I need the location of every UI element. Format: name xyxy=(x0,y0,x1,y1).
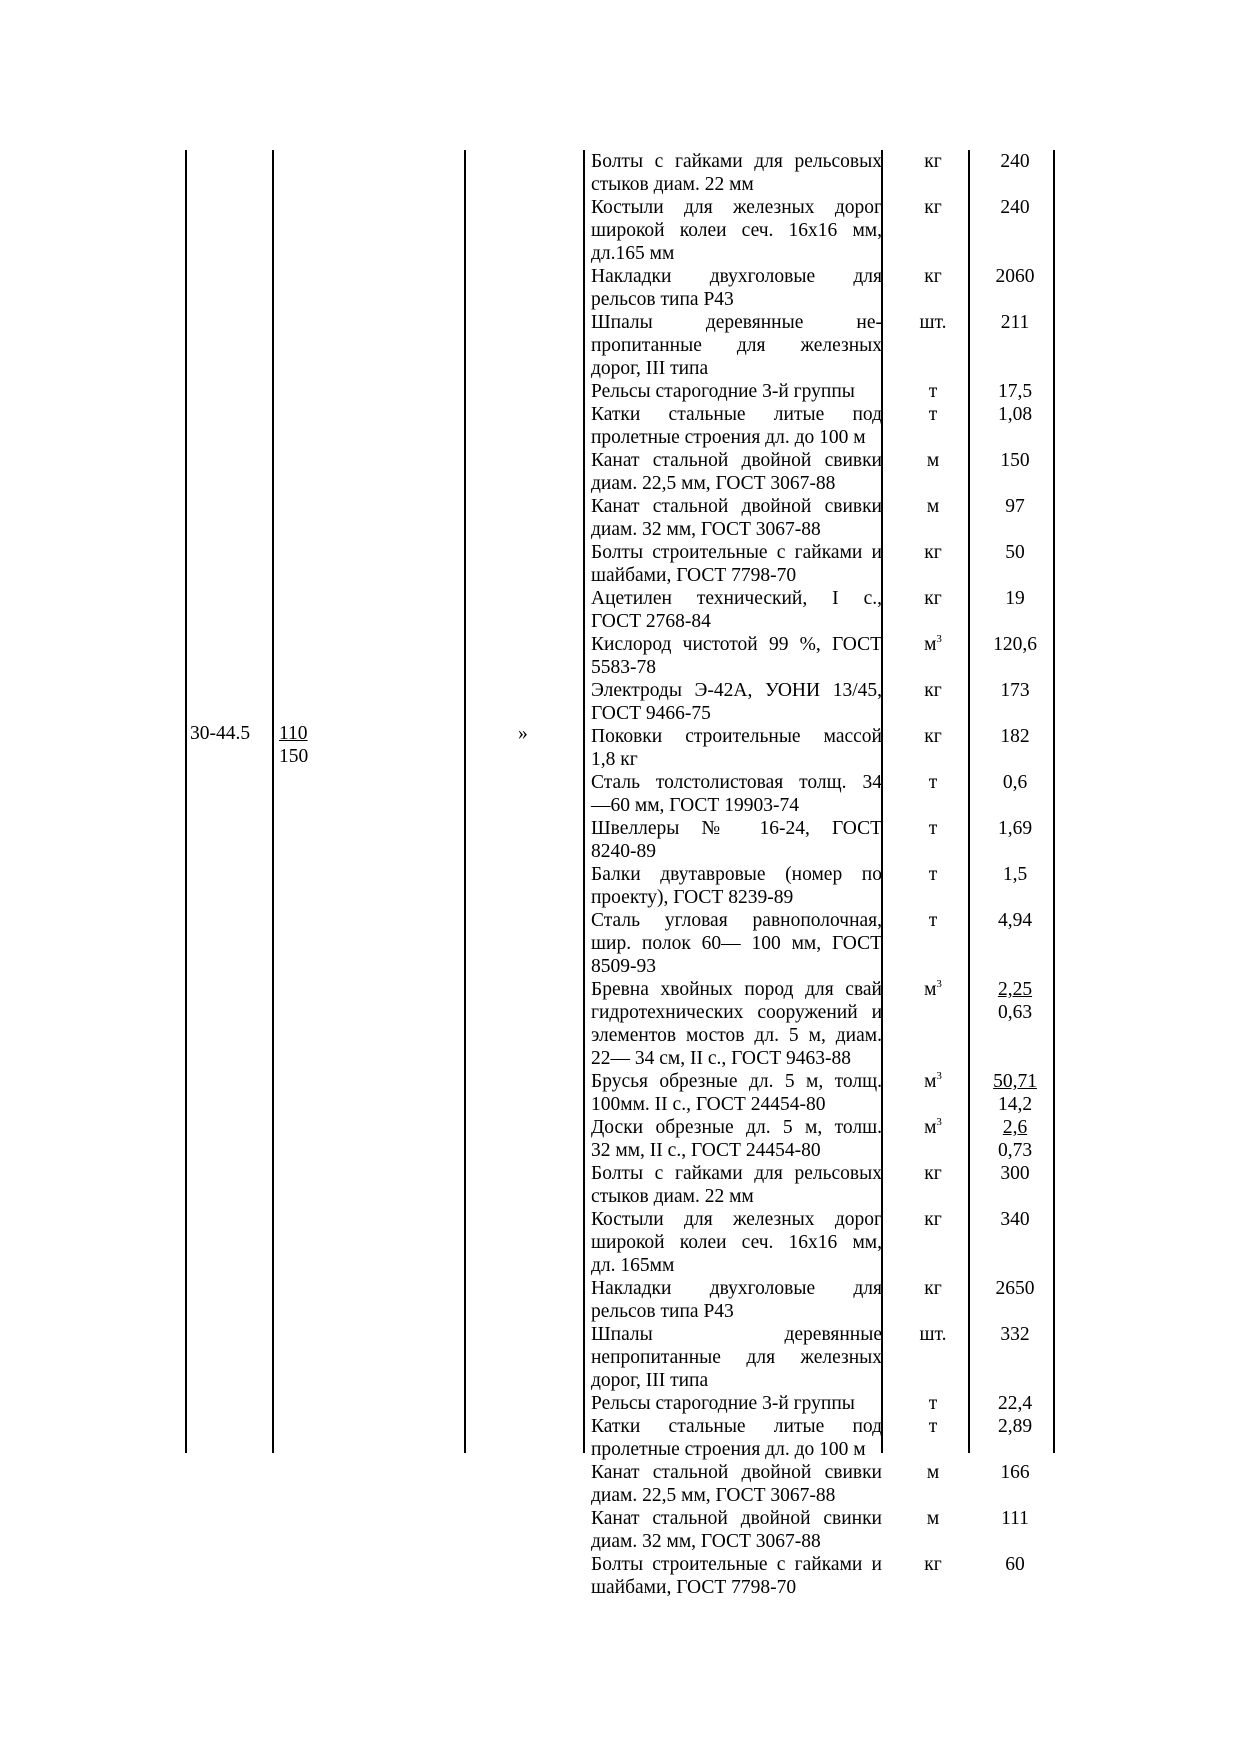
description-line: рельсов типа Р43 xyxy=(591,1301,734,1322)
description-line: шайбами, ГОСТ 7798-70 xyxy=(591,1577,797,1598)
unit-cell xyxy=(893,1553,973,1576)
quantity-value: 120,6 xyxy=(993,634,1037,655)
material-description xyxy=(591,1392,882,1415)
quantity-value: 340 xyxy=(1000,1209,1030,1230)
material-description xyxy=(591,449,882,495)
description-line: пролетные строения дл. до 100 м xyxy=(591,427,866,448)
quantity-cell xyxy=(972,541,1058,564)
description-line: широкой колеи сеч. 16х16 мм, xyxy=(591,220,882,241)
unit-label: м xyxy=(926,450,940,471)
quantity-value: 173 xyxy=(1000,680,1030,701)
description-line: стыков диам. 22 мм xyxy=(591,1186,754,1207)
unit-cell xyxy=(893,909,973,932)
unit-label: м xyxy=(924,1117,937,1138)
material-description xyxy=(591,541,882,587)
quantity-cell xyxy=(972,1070,1058,1116)
description-line: Сталь угловая равнополочная, xyxy=(591,910,882,931)
unit-cell xyxy=(893,725,973,748)
unit-label: т xyxy=(928,772,938,793)
description-line: 100мм. II с., ГОСТ 24454-80 xyxy=(591,1094,826,1115)
quantity-value: 0,6 xyxy=(1002,772,1028,793)
quantity-cell xyxy=(972,311,1058,334)
quantity-cell xyxy=(972,863,1058,886)
norm-code: 30-44.5 xyxy=(190,723,251,744)
quantity-cell xyxy=(972,196,1058,219)
description-line: Электроды Э-42А, УОНИ 13/45, xyxy=(591,680,882,701)
description-line: Бревна хвойных пород для свай xyxy=(591,979,882,1000)
quantity-value: 60 xyxy=(1005,1554,1025,1575)
material-description xyxy=(591,1208,882,1277)
quantity-value: 17,5 xyxy=(997,381,1033,402)
unit-label: м xyxy=(926,496,940,517)
quantity-cell xyxy=(972,633,1058,656)
unit-superscript: 3 xyxy=(936,1116,942,1128)
unit-label: т xyxy=(928,818,938,839)
unit-cell xyxy=(893,1277,973,1300)
unit-label: кг xyxy=(924,680,942,701)
description-line: Катки стальные литые под xyxy=(591,1416,882,1437)
unit-cell xyxy=(893,1208,973,1231)
quantity-value: 211 xyxy=(1000,312,1030,333)
description-line: 5583-78 xyxy=(591,657,656,678)
quantity-value: 1,69 xyxy=(997,818,1033,839)
quantity-cell xyxy=(972,449,1058,472)
description-line: Рельсы старогодние 3-й группы xyxy=(591,381,855,402)
description-line: Брусья обрезные дл. 5 м, толщ. xyxy=(591,1071,882,1092)
quantity-cell xyxy=(972,1162,1058,1185)
description-line: Рельсы старогодние 3-й группы xyxy=(591,1393,855,1414)
unit-superscript: 3 xyxy=(936,1070,942,1082)
unit-label: кг xyxy=(924,726,942,747)
material-description xyxy=(591,495,882,541)
description-line: Костыли для железных дорог xyxy=(591,197,882,218)
quantity-cell xyxy=(972,1461,1058,1484)
material-description xyxy=(591,265,882,311)
description-line: ГОСТ 9466-75 xyxy=(591,703,711,724)
description-line: непропитанные для железных xyxy=(591,1347,882,1368)
description-line: —60 мм, ГОСТ 19903-74 xyxy=(591,795,799,816)
description-line: Костыли для железных дорог xyxy=(591,1209,882,1230)
unit-superscript: 3 xyxy=(936,978,942,990)
description-line: Швеллеры № 16-24, ГОСТ xyxy=(591,818,882,839)
material-description xyxy=(591,196,882,265)
unit-label: т xyxy=(928,1393,938,1414)
unit-label: т xyxy=(928,404,938,425)
unit-label: кг xyxy=(924,1278,942,1299)
material-description xyxy=(591,725,882,771)
unit-cell xyxy=(893,1070,973,1093)
quantity-value: 150 xyxy=(1000,450,1030,471)
material-description xyxy=(591,1277,882,1323)
description-line: пропитанные для железных xyxy=(591,335,882,356)
material-description xyxy=(591,1415,882,1461)
unit-cell xyxy=(893,817,973,840)
quantity-denominator: 14,2 xyxy=(997,1094,1033,1115)
unit-label: м xyxy=(926,1508,940,1529)
unit-label: кг xyxy=(924,151,942,172)
unit-cell xyxy=(893,587,973,610)
quantity-cell xyxy=(972,495,1058,518)
unit-cell xyxy=(893,265,973,288)
quantity-value: 2060 xyxy=(995,266,1035,287)
material-description xyxy=(591,1116,882,1162)
quantity-cell xyxy=(972,1415,1058,1438)
description-line: Болты строительные с гайками и xyxy=(591,542,882,563)
unit-label: т xyxy=(928,381,938,402)
unit-label: кг xyxy=(924,542,942,563)
description-line: Болты с гайками для рельсовых xyxy=(591,1163,882,1184)
material-description xyxy=(591,150,882,196)
description-line: Балки двутавровые (номер по xyxy=(591,864,882,885)
quantity-cell xyxy=(972,1116,1058,1162)
material-description xyxy=(591,1162,882,1208)
description-line: Доски обрезные дл. 5 м, толш. xyxy=(591,1117,882,1138)
quantity-numerator: 2,6 xyxy=(1002,1117,1028,1138)
quantity-value: 240 xyxy=(1000,197,1030,218)
description-line: дорог, III типа xyxy=(591,358,709,379)
material-description xyxy=(591,311,882,380)
quantity-value: 166 xyxy=(1000,1462,1030,1483)
unit-label: кг xyxy=(924,197,942,218)
description-line: шайбами, ГОСТ 7798-70 xyxy=(591,565,797,586)
unit-label: т xyxy=(928,864,938,885)
material-description xyxy=(591,1323,882,1392)
unit-cell xyxy=(893,403,973,426)
description-line: пролетные строения дл. до 100 м xyxy=(591,1439,866,1460)
quantity-denominator: 0,63 xyxy=(997,1002,1033,1023)
quantity-cell xyxy=(972,1507,1058,1530)
description-line: Накладки двухголовые для xyxy=(591,266,882,287)
fraction-denominator: 150 xyxy=(279,746,309,767)
quantity-cell xyxy=(972,587,1058,610)
description-line: стыков диам. 22 мм xyxy=(591,174,754,195)
quantity-numerator: 2,25 xyxy=(997,979,1033,1000)
unit-label: т xyxy=(928,910,938,931)
unit-cell xyxy=(893,1415,973,1438)
unit-cell xyxy=(893,633,973,656)
description-line: 8509-93 xyxy=(591,956,656,977)
unit-cell xyxy=(893,863,973,886)
quantity-cell xyxy=(972,403,1058,426)
quantity-cell xyxy=(972,817,1058,840)
description-line: диам. 22,5 мм, ГОСТ 3067-88 xyxy=(591,1485,836,1506)
quantity-value: 182 xyxy=(1000,726,1030,747)
description-line: Шпалы деревянные не- xyxy=(591,312,882,333)
unit-label: кг xyxy=(924,588,942,609)
description-line: Кислород чистотой 99 %, ГОСТ xyxy=(591,634,882,655)
quantity-value: 111 xyxy=(1001,1508,1029,1529)
quantity-cell xyxy=(972,978,1058,1024)
table-rule-2 xyxy=(272,150,274,1453)
unit-cell xyxy=(893,1323,973,1346)
quantity-cell xyxy=(972,1208,1058,1231)
material-description xyxy=(591,1461,882,1507)
unit-label: м xyxy=(924,979,937,1000)
material-description xyxy=(591,1553,882,1599)
table-rule-4 xyxy=(583,150,585,1453)
material-description xyxy=(591,403,882,449)
description-line: Ацетилен технический, I с., xyxy=(591,588,882,609)
table-rule-7 xyxy=(1053,150,1055,1453)
description-line: Болты строительные с гайками и xyxy=(591,1554,882,1575)
quantity-value: 22,4 xyxy=(997,1393,1033,1414)
quantity-value: 332 xyxy=(1000,1324,1030,1345)
description-line: Канат стальной двойной свинки xyxy=(591,1508,882,1529)
unit-cell xyxy=(893,495,973,518)
quantity-value: 4,94 xyxy=(997,910,1033,931)
description-line: диам. 32 мм, ГОСТ 3067-88 xyxy=(591,519,821,540)
description-line: Канат стальной двойной свивки xyxy=(591,496,882,517)
material-description xyxy=(591,633,882,679)
description-line: Шпалы деревянные xyxy=(591,1324,882,1345)
description-line: проекту), ГОСТ 8239-89 xyxy=(591,887,794,908)
material-description xyxy=(591,771,882,817)
unit-label: т xyxy=(928,1416,938,1437)
description-line: элементов мостов дл. 5 м, диам. xyxy=(591,1025,882,1046)
quantity-cell xyxy=(972,909,1058,932)
unit-label: кг xyxy=(924,1554,942,1575)
unit-label: м xyxy=(924,634,937,655)
material-description xyxy=(591,380,882,403)
unit-cell xyxy=(893,1392,973,1415)
quantity-cell xyxy=(972,679,1058,702)
quantity-value: 2,89 xyxy=(997,1416,1033,1437)
quantity-cell xyxy=(972,1277,1058,1300)
description-line: диам. 32 мм, ГОСТ 3067-88 xyxy=(591,1531,821,1552)
quantity-value: 2650 xyxy=(995,1278,1035,1299)
unit-cell xyxy=(893,1461,973,1484)
description-line: Канат стальной двойной свивки xyxy=(591,1462,882,1483)
quantity-cell xyxy=(972,150,1058,173)
description-line: шир. полок 60— 100 мм, ГОСТ xyxy=(591,933,882,954)
description-line: диам. 22,5 мм, ГОСТ 3067-88 xyxy=(591,473,836,494)
unit-label: кг xyxy=(924,1209,942,1230)
unit-label: кг xyxy=(924,1163,942,1184)
quantity-cell xyxy=(972,265,1058,288)
material-description xyxy=(591,909,882,978)
unit-label: кг xyxy=(924,266,942,287)
material-description xyxy=(591,978,882,1070)
description-line: Поковки строительные массой xyxy=(591,726,882,747)
unit-label: шт. xyxy=(919,1324,947,1345)
unit-superscript: 3 xyxy=(936,633,942,645)
unit-cell xyxy=(893,311,973,334)
unit-label: м xyxy=(926,1462,940,1483)
unit-cell xyxy=(893,1162,973,1185)
quantity-value: 240 xyxy=(1000,151,1030,172)
quantity-value: 19 xyxy=(1005,588,1025,609)
quantity-cell xyxy=(972,380,1058,403)
material-description xyxy=(591,1070,882,1116)
unit-cell xyxy=(893,1507,973,1530)
table-rule-6 xyxy=(968,150,970,1453)
description-line: 8240-89 xyxy=(591,841,656,862)
material-description xyxy=(591,587,882,633)
unit-cell xyxy=(893,679,973,702)
quantity-numerator: 50,71 xyxy=(993,1071,1037,1092)
unit-label: шт. xyxy=(919,312,947,333)
quantity-value: 97 xyxy=(1005,496,1025,517)
unit-cell xyxy=(893,196,973,219)
description-line: ГОСТ 2768-84 xyxy=(591,611,711,632)
unit-cell xyxy=(893,449,973,472)
description-line: Канат стальной двойной свивки xyxy=(591,450,882,471)
material-description xyxy=(591,1507,882,1553)
material-description xyxy=(591,679,882,725)
description-line: дл. 165мм xyxy=(591,1255,675,1276)
unit-cell xyxy=(893,1116,973,1139)
quantity-cell xyxy=(972,1323,1058,1346)
quantity-value: 1,08 xyxy=(997,404,1033,425)
quantity-cell xyxy=(972,1553,1058,1576)
unit-cell xyxy=(893,380,973,403)
fraction-numerator: 110 xyxy=(279,723,308,744)
description-line: 1,8 кг xyxy=(591,749,638,770)
description-line: Сталь толстолистовая толщ. 34 xyxy=(591,772,882,793)
quantity-cell xyxy=(972,725,1058,748)
description-line: рельсов типа Р43 xyxy=(591,289,734,310)
description-line: Накладки двухголовые для xyxy=(591,1278,882,1299)
table-rule-3 xyxy=(464,150,466,1453)
description-line: 32 мм, II с., ГОСТ 24454-80 xyxy=(591,1140,821,1161)
quantity-value: 50 xyxy=(1005,542,1025,563)
quantity-cell xyxy=(972,1392,1058,1415)
unit-label: м xyxy=(924,1071,937,1092)
description-line: дл.165 мм xyxy=(591,243,675,264)
unit-cell xyxy=(893,771,973,794)
quantity-value: 300 xyxy=(1000,1163,1030,1184)
description-line: гидротехнических сооружений и xyxy=(591,1002,882,1023)
unit-cell xyxy=(893,150,973,173)
description-line: широкой колеи сеч. 16х16 мм, xyxy=(591,1232,882,1253)
description-line: Болты с гайками для рельсовых xyxy=(591,151,882,172)
material-description xyxy=(591,863,882,909)
unit-cell xyxy=(893,978,973,1001)
material-description xyxy=(591,817,882,863)
quantity-value: 1,5 xyxy=(1002,864,1028,885)
description-line: дорог, III типа xyxy=(591,1370,709,1391)
quantity-cell xyxy=(972,771,1058,794)
quantity-denominator: 0,73 xyxy=(997,1140,1033,1161)
description-line: 22— 34 см, II с., ГОСТ 9463-88 xyxy=(591,1048,852,1069)
unit-cell xyxy=(893,541,973,564)
ditto-mark: » xyxy=(518,723,528,744)
description-line: Катки стальные литые под xyxy=(591,404,882,425)
table-rule-1 xyxy=(185,150,187,1453)
